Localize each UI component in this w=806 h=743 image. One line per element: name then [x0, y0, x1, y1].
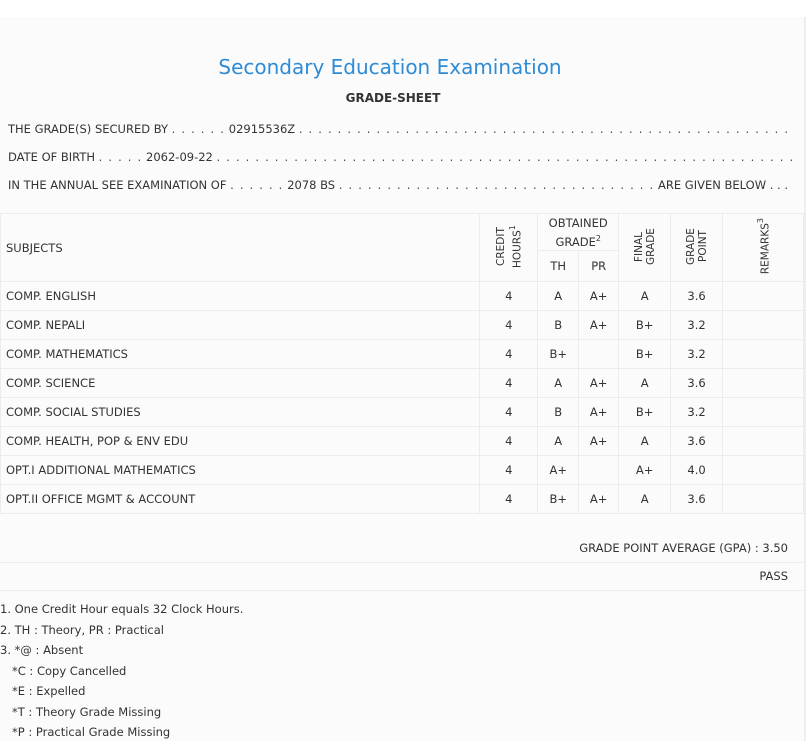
secured-by-line: THE GRADE(S) SECURED BY . . . . . . 02915536Z . . . . . . . . . . . . . . . . . . . . . . . . . . . . . . . . . . . . . . . . . . . . . . . . . . . [8, 122, 790, 136]
remarks [723, 456, 804, 485]
table-row [1, 456, 804, 485]
table-row [1, 282, 804, 311]
subject-name: COMP. NEPALI [1, 311, 480, 340]
exam-suffix: ARE GIVEN BELOW . . . [658, 178, 789, 192]
practical-grade: A+ [579, 369, 619, 398]
subject-name: OPT.II OFFICE MGMT & ACCOUNT [1, 485, 480, 514]
dob-line: DATE OF BIRTH . . . . . 2062-09-22 . . . . . . . . . . . . . . . . . . . . . . . . . . . . . . . . . . . . . . . . . . . . . . . . . . . . . . . . . . . . [8, 150, 795, 164]
footnote-th-pr: 2. TH : Theory, PR : Practical [0, 622, 164, 637]
grade-point: 3.6 [671, 369, 723, 398]
table-row [1, 427, 804, 456]
table-row [1, 398, 804, 427]
credit-hours: 4 [480, 398, 538, 427]
credit-hours: 4 [480, 456, 538, 485]
grade-point: 3.6 [671, 427, 723, 456]
table-row [1, 311, 804, 340]
credit-hours: 4 [480, 427, 538, 456]
theory-grade: A [538, 282, 579, 311]
grade-point: 3.6 [671, 485, 723, 514]
remarks-header: REMARKS$^3$ [723, 214, 804, 282]
theory-grade: A+ [538, 456, 579, 485]
table-row [1, 340, 804, 369]
grades-table [0, 213, 804, 514]
practical-grade: A+ [579, 398, 619, 427]
secured-by-label: THE GRADE(S) SECURED BY [8, 122, 169, 136]
practical-grade: A+ [579, 311, 619, 340]
grade-point: 3.2 [671, 398, 723, 427]
gpa-summary: GRADE POINT AVERAGE (GPA) : 3.50 [579, 541, 788, 555]
sheet-subtitle: GRADE-SHEET [345, 91, 441, 105]
remarks [723, 427, 804, 456]
remarks [723, 340, 804, 369]
credit-hours: 4 [480, 282, 538, 311]
footnotes [0, 599, 243, 743]
credit-hours: 4 [480, 485, 538, 514]
exam-line: IN THE ANNUAL SEE EXAMINATION OF . . . . . . 2078 BS . . . . . . . . . . . . . . . . . . . . . . . . . . . . . . . . . ARE GIVEN BELOW . . . [8, 178, 789, 192]
divider [0, 590, 804, 591]
theory-grade: A [538, 369, 579, 398]
practical-header: PR [579, 251, 619, 282]
credit-hours: 4 [480, 369, 538, 398]
divider [0, 562, 804, 563]
grade-point: 3.6 [671, 282, 723, 311]
grade-point-header: GRADE POINT [671, 214, 723, 282]
symbol-number: 02915536Z [228, 122, 296, 136]
remarks [723, 485, 804, 514]
theory-grade: B [538, 311, 579, 340]
footnote-credit-hour: 1. One Credit Hour equals 32 Clock Hours. [0, 602, 244, 616]
footnote-absent: 3. *@ : Absent [0, 643, 84, 657]
footnote-theory-missing: *T : Theory Grade Missing [12, 704, 162, 719]
top-strip [0, 0, 806, 17]
grade-point: 4.0 [671, 456, 723, 485]
obtained-grade-header: OBTAINED GRADE$^2$ [538, 214, 619, 251]
exam-label: IN THE ANNUAL SEE EXAMINATION OF [8, 178, 227, 192]
subject-name: COMP. MATHEMATICS [1, 340, 480, 369]
result-status: PASS [759, 569, 788, 583]
dob-value: 2062-09-22 [146, 150, 213, 164]
remarks [723, 369, 804, 398]
final-grade: A [619, 282, 671, 311]
subject-name: COMP. HEALTH, POP & ENV EDU [1, 427, 480, 456]
theory-grade: B [538, 398, 579, 427]
grade-point: 3.2 [671, 311, 723, 340]
table-row [1, 369, 804, 398]
final-grade-header: FINAL GRADE [619, 214, 671, 282]
subject-name: COMP. SCIENCE [1, 369, 480, 398]
footnote-practical-missing: *P : Practical Grade Missing [12, 725, 171, 739]
final-grade: B+ [619, 398, 671, 427]
credit-hours-header: CREDIT HOURS$^1$ [480, 214, 538, 282]
grade-point: 3.2 [671, 340, 723, 369]
final-grade: A [619, 427, 671, 456]
final-grade: B+ [619, 311, 671, 340]
theory-header: TH [538, 251, 579, 282]
theory-grade: B+ [538, 340, 579, 369]
exam-year: 2078 BS [287, 178, 336, 192]
subject-name: OPT.I ADDITIONAL MATHEMATICS [1, 456, 480, 485]
footnote-copy-cancelled: *C : Copy Cancelled [12, 663, 127, 678]
grade-sheet [0, 17, 806, 741]
credit-hours: 4 [480, 340, 538, 369]
theory-grade: A [538, 427, 579, 456]
final-grade: B+ [619, 340, 671, 369]
practical-grade: A+ [579, 427, 619, 456]
credit-hours: 4 [480, 311, 538, 340]
dob-label: DATE OF BIRTH [8, 150, 96, 164]
footnote-expelled: *E : Expelled [12, 684, 86, 698]
exam-title: Secondary Education Examination [218, 55, 562, 79]
subject-name: COMP. ENGLISH [1, 282, 480, 311]
theory-grade: B+ [538, 485, 579, 514]
final-grade: A [619, 369, 671, 398]
final-grade: A+ [619, 456, 671, 485]
practical-grade [579, 340, 619, 369]
practical-grade [579, 456, 619, 485]
table-row [1, 485, 804, 514]
remarks [723, 311, 804, 340]
remarks [723, 398, 804, 427]
subject-name: COMP. SOCIAL STUDIES [1, 398, 480, 427]
practical-grade: A+ [579, 282, 619, 311]
final-grade: A [619, 485, 671, 514]
subjects-header: SUBJECTS [1, 214, 480, 282]
remarks [723, 282, 804, 311]
practical-grade: A+ [579, 485, 619, 514]
